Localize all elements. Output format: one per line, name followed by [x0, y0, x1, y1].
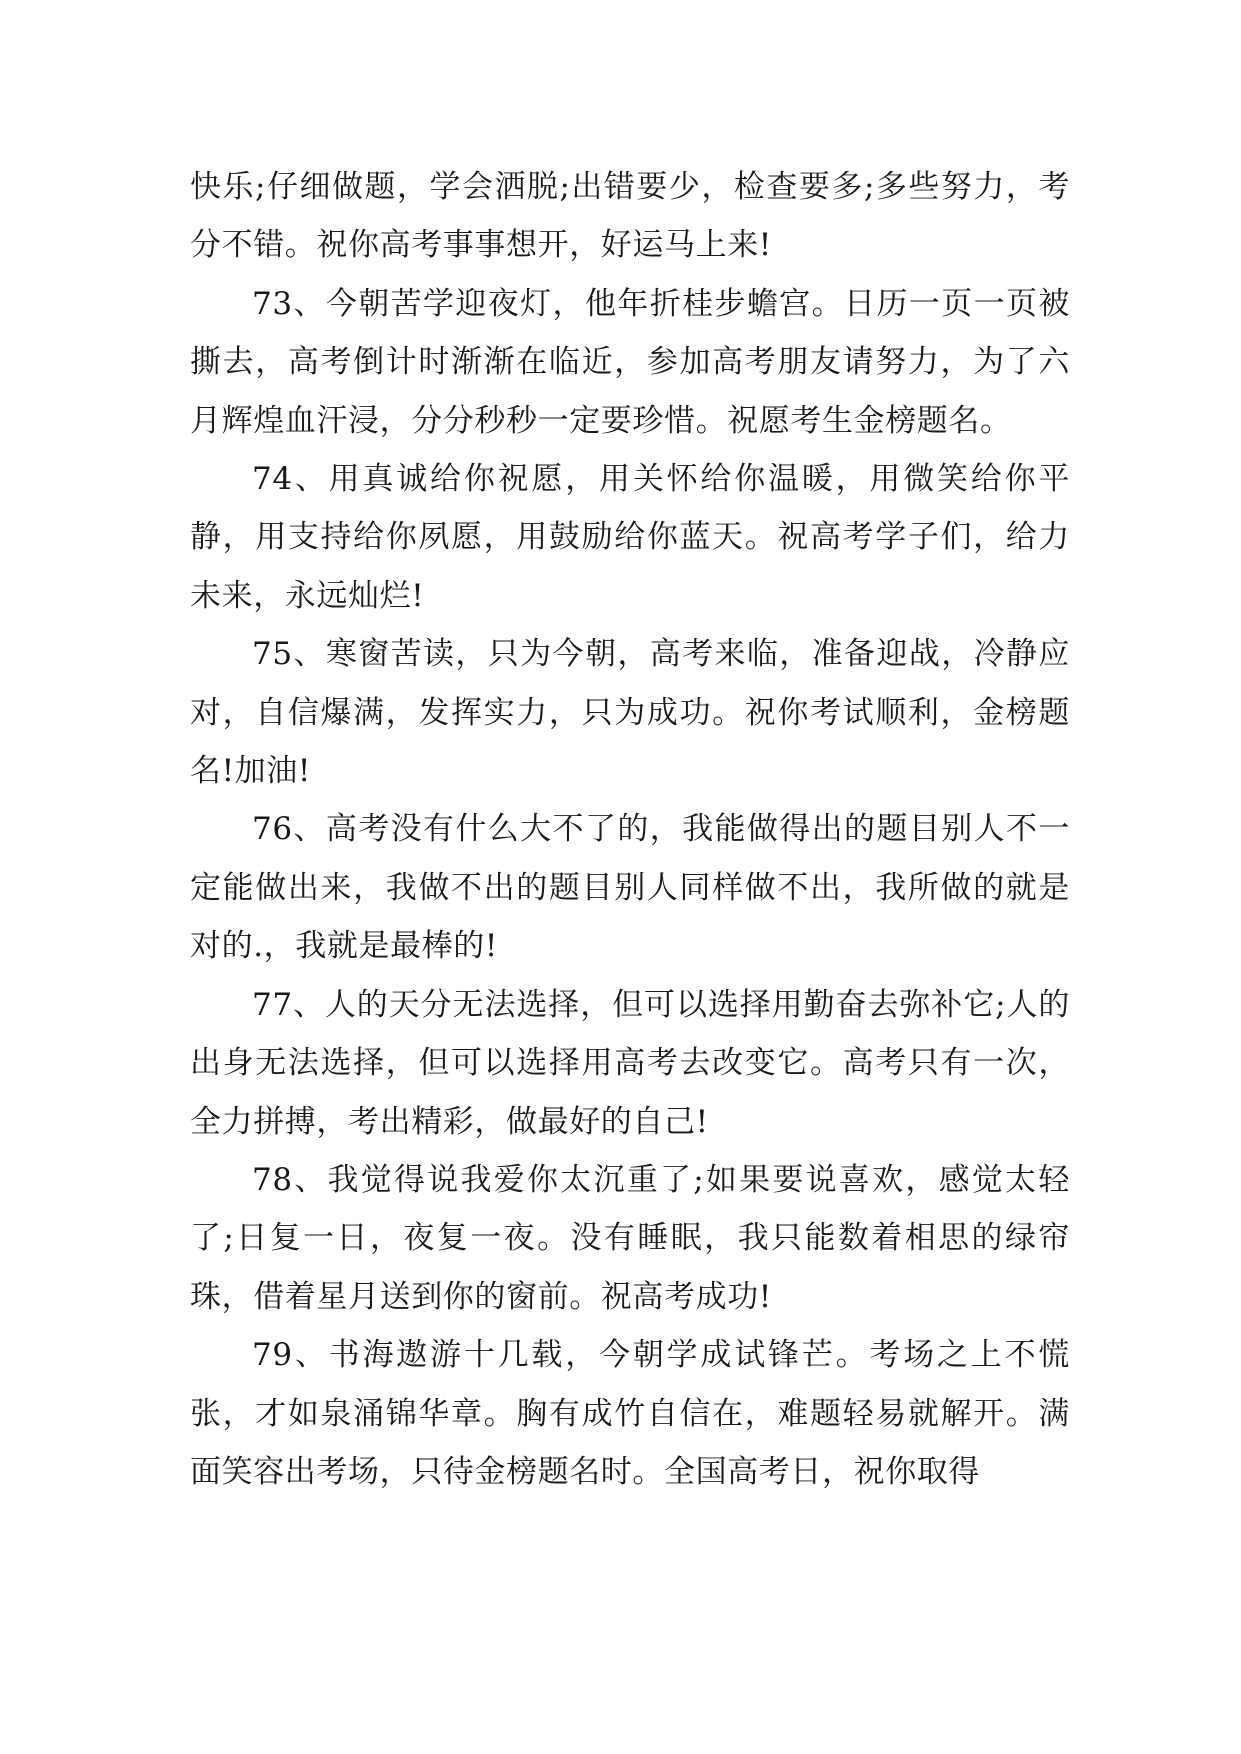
paragraph-79: 79、书海遨游十几载，今朝学成试锋芒。考场之上不慌张，才如泉涌锦华章。胸有成竹自信在，难题轻易就解开。满面笑容出考场，只待金榜题名时。全国高考日，祝你取得: [190, 1337, 1070, 1490]
paragraph-73: 73、今朝苦学迎夜灯，他年折桂步蟾宫。日历一页一页被撕去，高考倒计时渐渐在临近，参加高考朋友请努力，为了六月辉煌血汗浸，分分秒秒一定要珍惜。祝愿考生金榜题名。: [190, 285, 1070, 439]
paragraph-77: 77、人的天分无法选择，但可以选择用勤奋去弥补它;人的出身无法选择，但可以选择用高考去改变它。高考只有一次，全力拼搏，考出精彩，做最好的自己!: [190, 986, 1070, 1140]
paragraph-75: 75、寒窗苦读，只为今朝，高考来临，准备迎战，冷静应对，自信爆满，发挥实力，只为成功。祝你考试顺利，金榜题名!加油!: [190, 636, 1070, 790]
paragraph-76: 76、高考没有什么大不了的，我能做得出的题目别人不一定能做出来，我做不出的题目别人同样做不出，我所做的就是对的.，我就是最棒的!: [190, 811, 1070, 965]
paragraph-78: 78、我觉得说我爱你太沉重了;如果要说喜欢，感觉太轻了;日复一日，夜复一夜。没有睡眠，我只能数着相思的绿帘珠，借着星月送到你的窗前。祝高考成功!: [190, 1161, 1070, 1315]
document-body: [190, 158, 1070, 1501]
paragraph-74: 74、用真诚给你祝愿，用关怀给你温暖，用微笑给你平静，用支持给你夙愿，用鼓励给你蓝天。祝高考学子们，给力未来，永远灿烂!: [190, 461, 1070, 614]
paragraph-continuation: 快乐;仔细做题，学会洒脱;出错要少，检查要多;多些努力，考分不错。祝你高考事事想开，好运马上来!: [190, 169, 1070, 264]
